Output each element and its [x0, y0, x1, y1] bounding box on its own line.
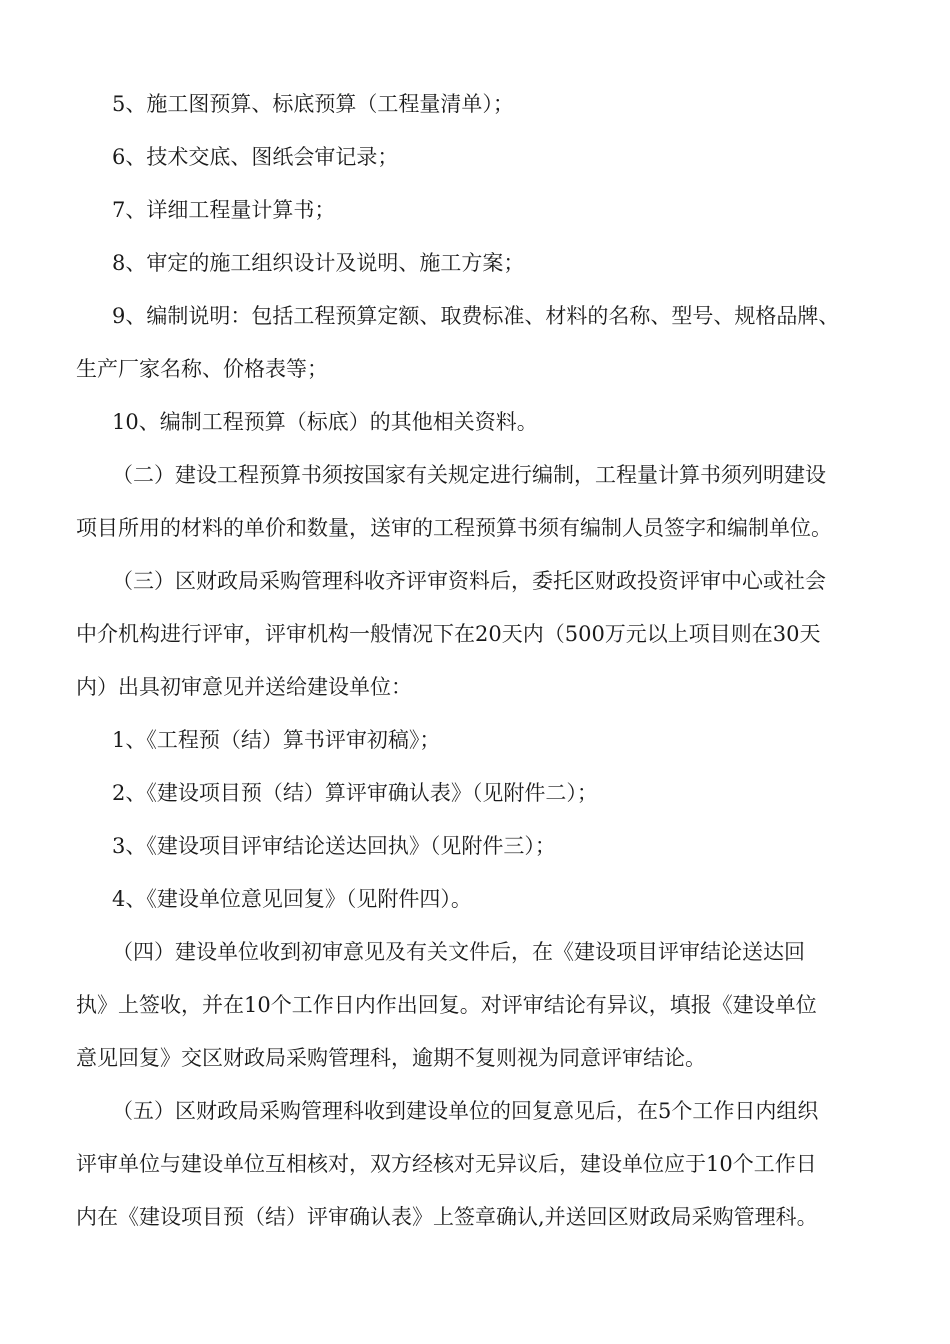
text-line: 4、《建设单位意见回复》（见附件四）。	[112, 887, 472, 911]
text-line: （四）建设单位收到初审意见及有关文件后，在《建设项目评审结论送达回	[112, 940, 805, 964]
text-line: 9、编制说明：包括工程预算定额、取费标准、材料的名称、型号、规格品牌、	[112, 304, 840, 328]
text-line: 5、施工图预算、标底预算（工程量清单）；	[112, 92, 514, 116]
text-line: 10、编制工程预算（标底）的其他相关资料。	[112, 410, 538, 434]
text-line: 7、详细工程量计算书；	[112, 198, 336, 222]
text-line: 意见回复》交区财政局采购管理科，逾期不复则视为同意评审结论。	[76, 1046, 706, 1070]
text-line: 3、《建设项目评审结论送达回执》（见附件三）；	[112, 834, 556, 858]
text-line: 中介机构进行评审，评审机构一般情况下在20天内（500万元以上项目则在30天	[76, 622, 821, 646]
list-item-8	[0, 237, 950, 290]
section-2-paragraph	[0, 449, 950, 555]
text-line: 执》上签收，并在10个工作日内作出回复。对评审结论有异议，填报《建设单位	[76, 993, 817, 1017]
section-3-paragraph	[0, 555, 950, 714]
text-line: （二）建设工程预算书须按国家有关规定进行编制，工程量计算书须列明建设	[112, 463, 826, 487]
text-line: 内）出具初审意见并送给建设单位：	[76, 675, 412, 699]
text-line: （五）区财政局采购管理科收到建设单位的回复意见后，在5个工作日内组织	[112, 1099, 819, 1123]
list-item-7	[0, 184, 950, 237]
list-item-9	[0, 290, 950, 396]
section-4-paragraph	[0, 926, 950, 1085]
section-5-paragraph	[0, 1085, 950, 1244]
list-item-5	[0, 78, 950, 131]
sublist-item-1	[0, 714, 950, 767]
sublist-item-2	[0, 767, 950, 820]
text-line: 生产厂家名称、价格表等；	[76, 357, 328, 381]
list-item-10	[0, 396, 950, 449]
list-item-6	[0, 131, 950, 184]
text-line: 8、审定的施工组织设计及说明、施工方案；	[112, 251, 525, 275]
sublist-item-3	[0, 820, 950, 873]
text-line: 项目所用的材料的单价和数量，送审的工程预算书须有编制人员签字和编制单位。	[76, 516, 832, 540]
sublist-item-4	[0, 873, 950, 926]
text-line: 评审单位与建设单位互相核对，双方经核对无异议后，建设单位应于10个工作日	[76, 1152, 817, 1176]
text-line: 内在《建设项目预（结）评审确认表》上签章确认,并送回区财政局采购管理科。	[76, 1205, 818, 1229]
text-line: （三）区财政局采购管理科收齐评审资料后，委托区财政投资评审中心或社会	[112, 569, 826, 593]
text-line: 6、技术交底、图纸会审记录；	[112, 145, 399, 169]
text-line: 1、《工程预（结）算书评审初稿》；	[112, 728, 441, 752]
text-line: 2、《建设项目预（结）算评审确认表》（见附件二）；	[112, 781, 598, 805]
